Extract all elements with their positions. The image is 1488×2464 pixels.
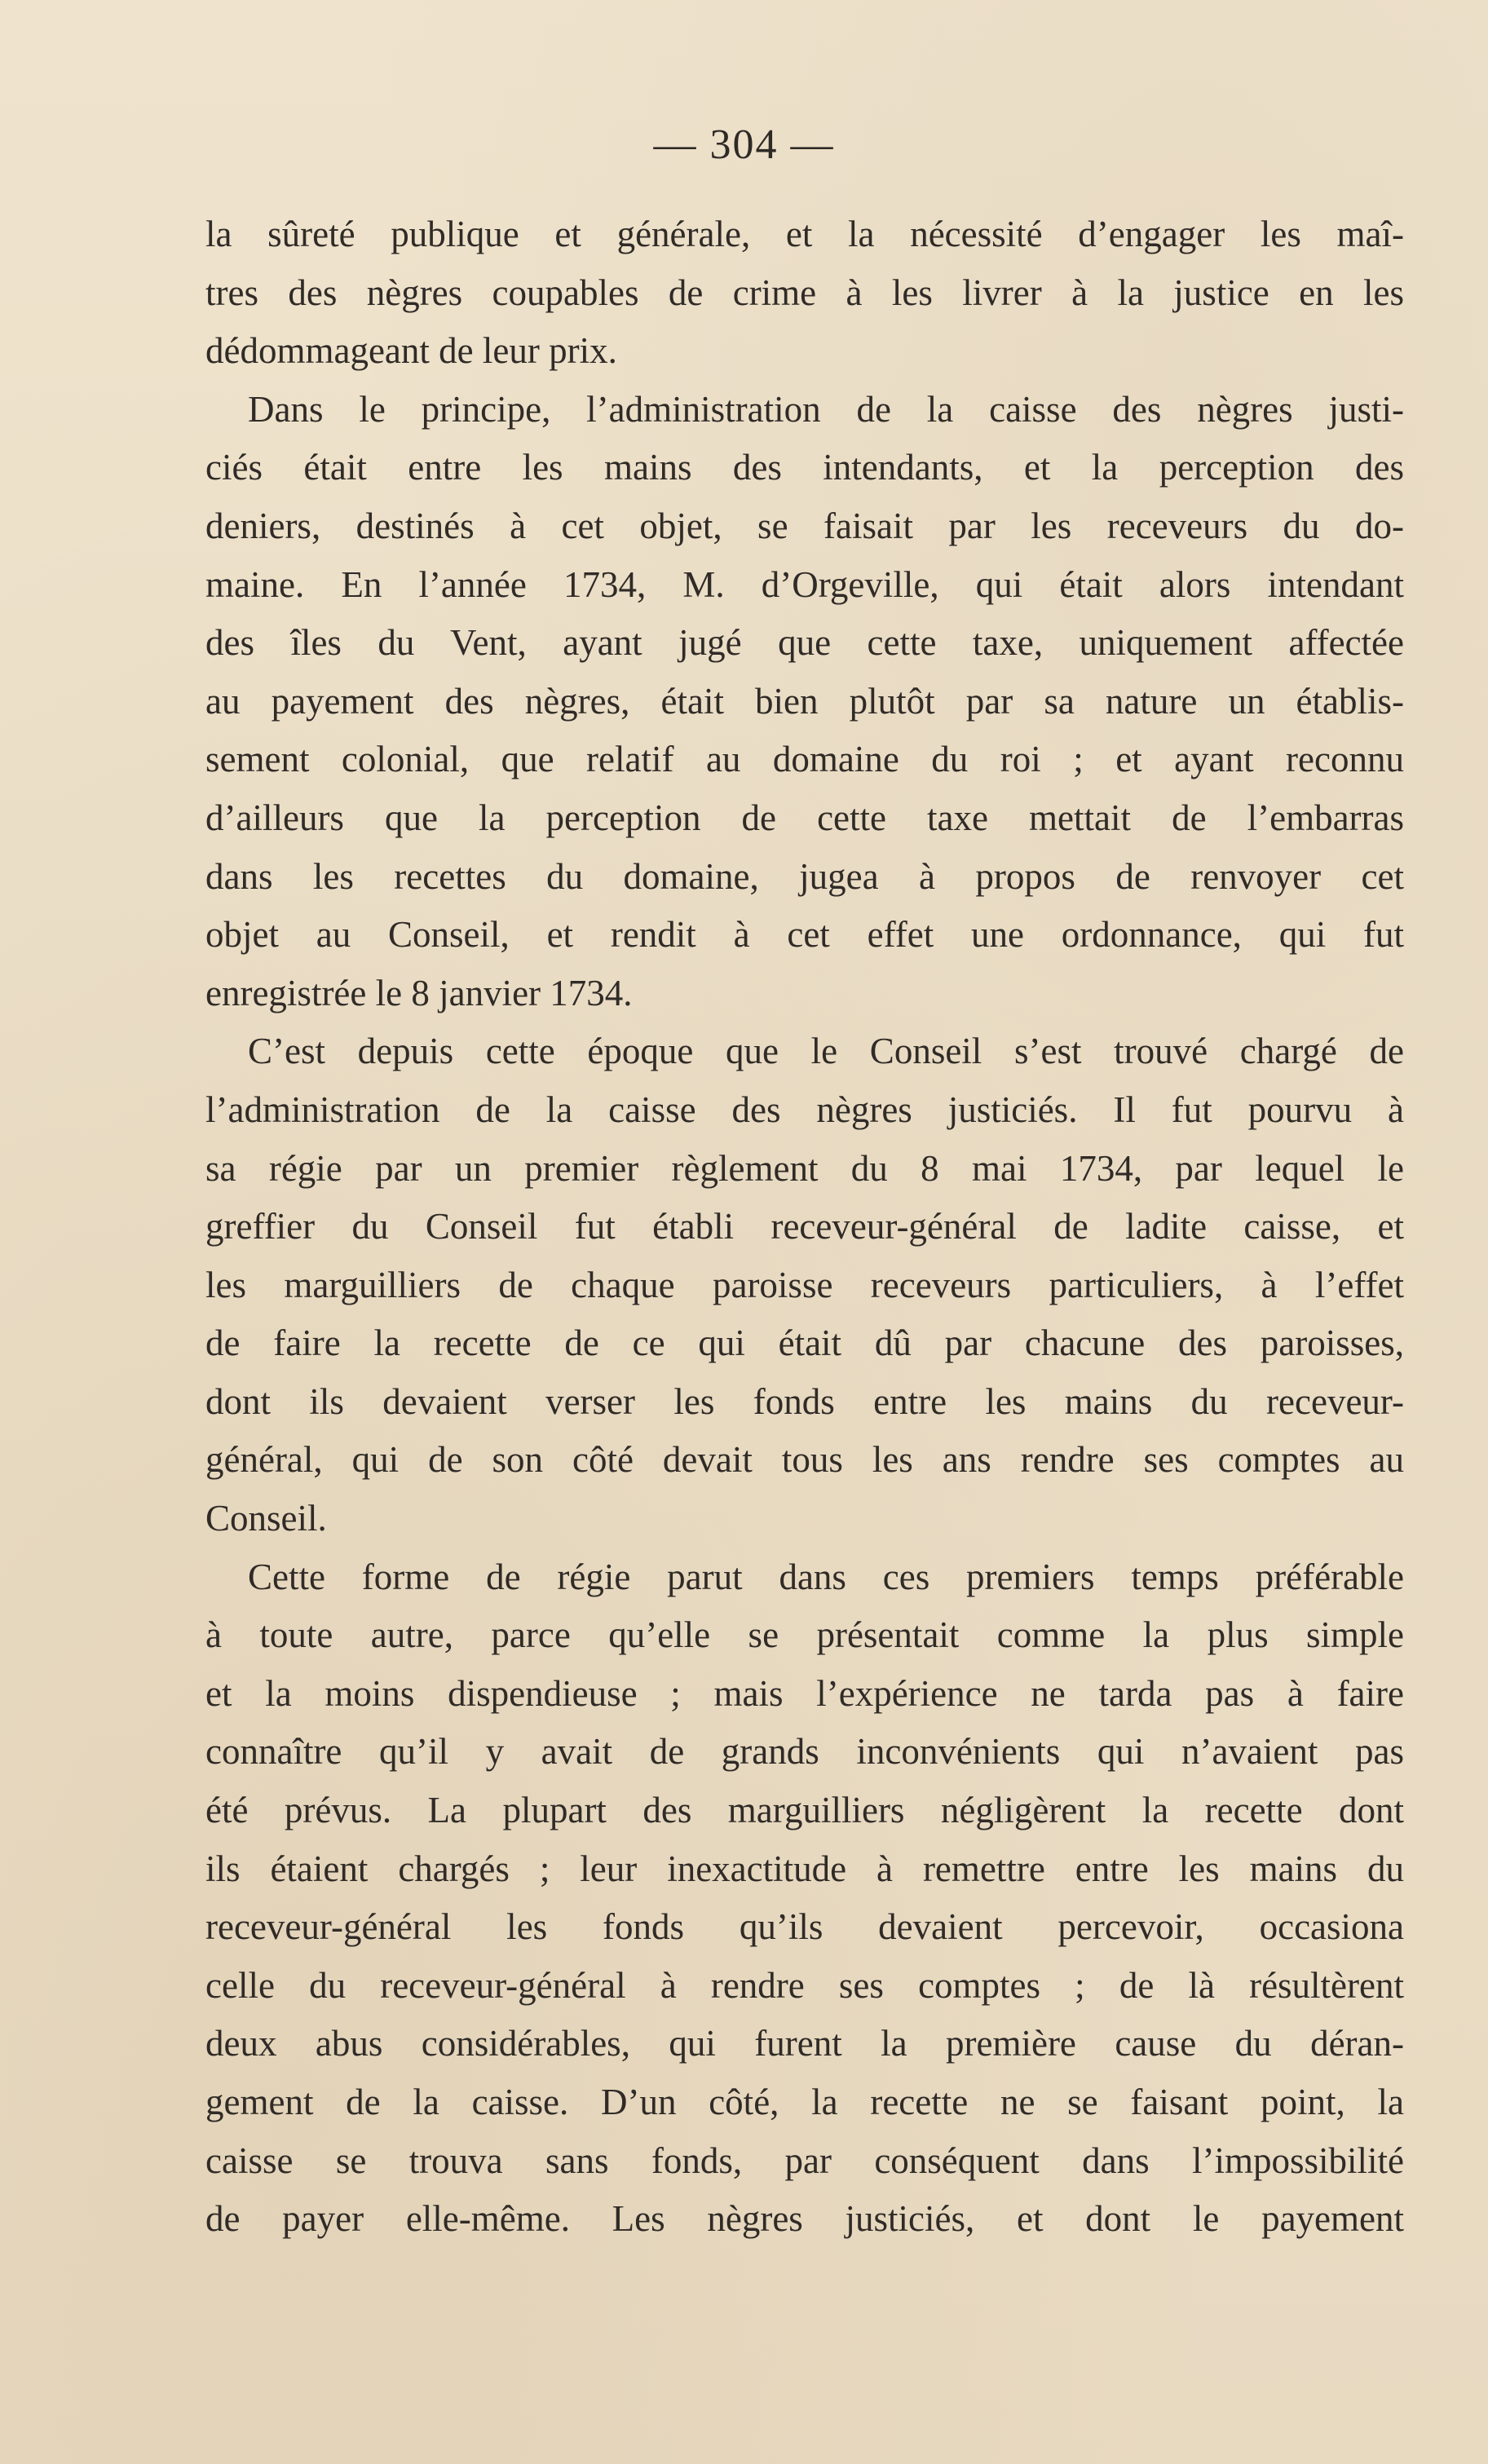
- text-line: de payer elle-même. Les nègres justiciés, et dont le payement: [205, 2198, 1404, 2240]
- text-line: et la moins dispendieuse ; mais l’expérience ne tarda pas à faire: [205, 1672, 1404, 1714]
- text-line: Conseil.: [205, 1498, 327, 1539]
- text-line: d’ailleurs que la perception de cette taxe mettait de l’embarras: [205, 797, 1404, 838]
- text-line: ciés était entre les mains des intendants, et la perception des: [205, 447, 1404, 488]
- text-line: greffier du Conseil fut établi receveur-général de ladite caisse, et: [205, 1206, 1404, 1247]
- text-line: Dans le principe, l’administration de la caisse des nègres justi-: [248, 388, 1404, 430]
- text-line: maine. En l’année 1734, M. d’Orgeville, qui était alors intendant: [205, 563, 1404, 605]
- text-line: dans les recettes du domaine, jugea à propos de renvoyer cet: [205, 855, 1404, 897]
- page-number: — 304 —: [653, 121, 835, 168]
- text-line: receveur-général les fonds qu’ils devaient percevoir, occasiona: [205, 1906, 1404, 1948]
- text-line: général, qui de son côté devait tous les ans rendre ses comptes au: [205, 1439, 1404, 1481]
- text-line: C’est depuis cette époque que le Conseil s’est trouvé chargé de: [248, 1031, 1404, 1072]
- text-line: été prévus. La plupart des marguilliers négligèrent la recette dont: [205, 1790, 1404, 1831]
- body-text: [205, 205, 1404, 2249]
- text-line: deux abus considérables, qui furent la première cause du déran-: [205, 2023, 1404, 2064]
- text-line: deniers, destinés à cet objet, se faisait par les receveurs du do-: [205, 505, 1404, 546]
- text-line: celle du receveur-général à rendre ses comptes ; de là résultèrent: [205, 1964, 1404, 2006]
- text-line: connaître qu’il y avait de grands inconvénients qui n’avaient pas: [205, 1731, 1404, 1773]
- text-line: objet au Conseil, et rendit à cet effet une ordonnance, qui fut: [205, 914, 1404, 956]
- text-line: à toute autre, parce qu’elle se présentait comme la plus simple: [205, 1614, 1404, 1656]
- text-line: Cette forme de régie parut dans ces premiers temps préférable: [248, 1556, 1404, 1597]
- text-line: tres des nègres coupables de crime à les livrer à la justice en les: [205, 272, 1404, 313]
- text-line: ils étaient chargés ; leur inexactitude à remettre entre les mains du: [205, 1848, 1404, 1889]
- text-line: sement colonial, que relatif au domaine du roi ; et ayant reconnu: [205, 739, 1404, 780]
- text-line: gement de la caisse. D’un côté, la recette ne se faisant point, la: [205, 2082, 1404, 2122]
- text-line: sa régie par un premier règlement du 8 mai 1734, par lequel le: [205, 1147, 1404, 1189]
- text-line: l’administration de la caisse des nègres justiciés. Il fut pourvu à: [205, 1088, 1404, 1130]
- text-line: dédommageant de leur prix.: [205, 330, 617, 372]
- text-line: dont ils devaient verser les fonds entre les mains du receveur-: [205, 1380, 1404, 1422]
- text-line: des îles du Vent, ayant jugé que cette taxe, uniquement affectée: [205, 622, 1404, 664]
- text-line: la sûreté publique et générale, et la nécessité d’engager les maî-: [205, 214, 1404, 254]
- text-line: les marguilliers de chaque paroisse receveurs particuliers, à l’effet: [205, 1264, 1404, 1305]
- text-line: caisse se trouva sans fonds, par conséquent dans l’impossibilité: [205, 2139, 1404, 2181]
- text-line: enregistrée le 8 janvier 1734.: [205, 972, 633, 1013]
- text-line: de faire la recette de ce qui était dû par chacune des paroisses,: [205, 1323, 1404, 1364]
- text-line: au payement des nègres, était bien plutôt par sa nature un établis-: [205, 680, 1404, 722]
